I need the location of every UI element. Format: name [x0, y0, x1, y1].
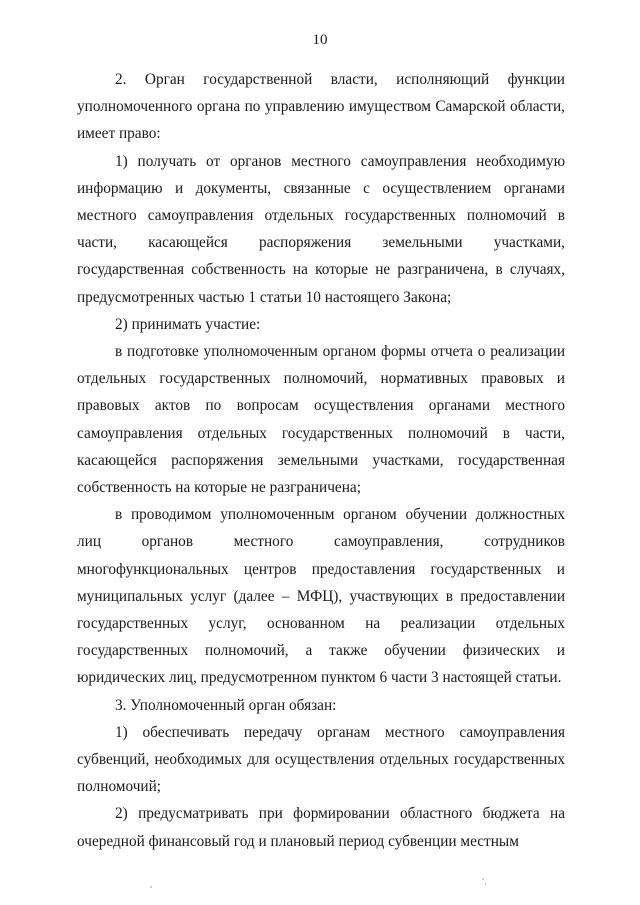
paragraph-2-budget: 2) предусматривать при формировании областного бюджета на очередной финансовый год и плановый период субвенции местным [77, 805, 565, 850]
paragraph-report-form: в подготовке уполномоченным органом формы отчета о реализации отдельных государственных полномочий, нормативных правовых и правовых актов по вопросам осуществления органами местного самоуправления отдельных государственных полномочий в части, касающейся распоряжения земельными участками, государственная собственность на которые не разграничена; [77, 343, 565, 497]
page-number: 10 [312, 32, 328, 48]
scan-speck [482, 878, 484, 880]
paragraph-training: в проводимом уполномоченным органом обучении должностных лиц органов местного самоуправления, сотрудников многофункциональных центров предоставления государственных и муниципальных услуг (далее – МФЦ), участвующих в предоставлении государственных услуг, основанном на реализации отдельных государственных полномочий, а также обучении физических и юридических лиц, предусмотренном пунктом 6 части 3 настоящей статьи. [77, 506, 565, 687]
paragraph-2-participate: 2) принимать участие: [115, 315, 261, 333]
scan-speck [485, 883, 486, 885]
paragraph-1-subventions: 1) обеспечивать передачу органам местного самоуправления субвенций, необходимых для осуществления отдельных государственных полномочий; [77, 723, 565, 796]
paragraph-1-obtain-info: 1) получать от органов местного самоуправления необходимую информацию и документы, связанные с осуществлением органами местного самоуправления отдельных государственных полномочий в части, касающейся распоряжения земельными участками, государственная собственность на которые не разграничена, в случаях, предусмотренных частью 1 статьи 10 настоящего Закона; [77, 152, 565, 306]
document-body [77, 66, 565, 855]
scan-speck [150, 886, 152, 888]
paragraph-2-uo-rights: 2. Орган государственной власти, исполняющий функции уполномоченного органа по управлению имуществом Самарской области, имеет право: [77, 71, 565, 143]
paragraph-3-obligations: 3. Уполномоченный орган обязан: [115, 696, 337, 714]
